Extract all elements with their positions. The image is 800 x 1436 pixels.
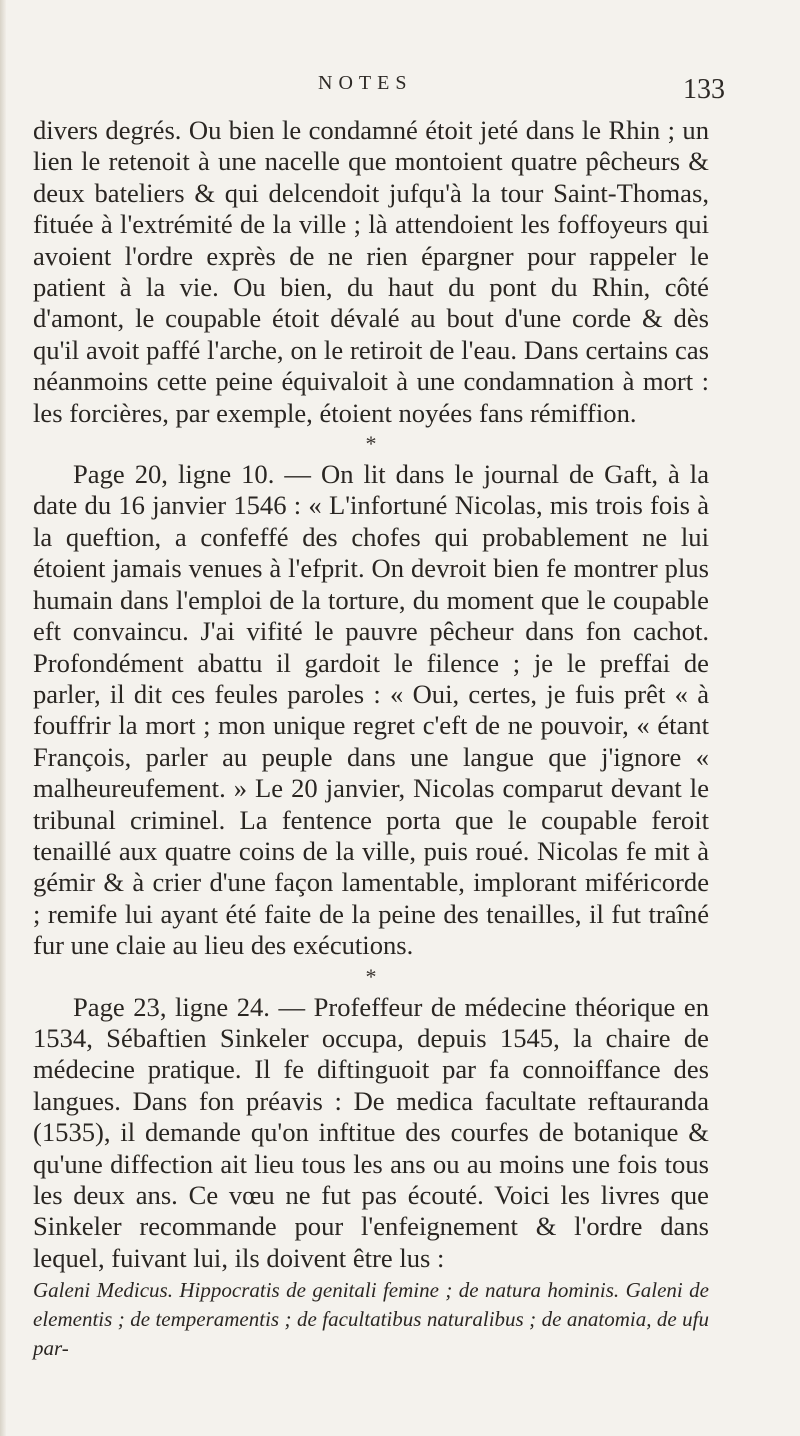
page-gutter bbox=[0, 0, 6, 1436]
latin-book-list: Galeni Medicus. Hippocratis de genitali femine ; de natura hominis. Galeni de elementis ; de temperamentis ; de facultatibus naturalibus ; de anatomia, de ufu par- bbox=[33, 1278, 709, 1361]
paragraph-continuation: divers degrés. Ou bien le condamné étoit jeté dans le Rhin ; un lien le retenoit à une nacelle que montoient quatre pêcheurs & deux bateliers & qui delcendoit jufqu'à la tour Saint-Thomas, fituée à l'extrémité de la ville ; là attendoient les foffoyeurs qui avoient l'ordre exprès de ne rien épargner pour rappeler le patient à la vie. Ou bien, du haut du pont du Rhin, côté d'amont, le coupable étoit dévalé au bout d'une corde & dès qu'il avoit paffé l'arche, on le retiroit de l'eau. Dans certains cas néanmoins cette peine équivaloit à une condamnation à mort : les forcières, par exemple, étoient noyées fans rémiffion. bbox=[33, 115, 709, 428]
running-head bbox=[0, 72, 800, 112]
page-number: 133 bbox=[683, 74, 725, 105]
separator-asterisk: * bbox=[365, 963, 377, 989]
note-page-20: Page 20, ligne 10. — On lit dans le journal de Gaft, à la date du 16 janvier 1546 : « L'infortuné Nicolas, mis trois fois à la queftion, a confeffé des chofes qui probablement ne lui étoient jamais venues à l'efprit. On devroit bien fe montrer plus humain dans l'emploi de la torture, du moment que le coupable eft convaincu. J'ai vifité le pauvre pêcheur dans fon cachot. Profondément abattu il gardoit le filence ; je le preffai de parler, il dit ces feules paroles : « Oui, certes, je fuis prêt « à fouffrir la mort ; mon unique regret c'eft de ne pouvoir, « étant François, parler au peuple dans une langue que j'ignore « malheureufement. » Le 20 janvier, Nicolas comparut devant le tribunal criminel. La fentence porta que le coupable feroit tenaillé aux quatre coins de la ville, puis roué. Nicolas fe mit à gémir & à crier d'une façon lamentable, implorant miféricorde ; remife lui ayant été faite de la peine des tenailles, il fut traîné fur une claie au lieu des exécutions. bbox=[33, 459, 709, 961]
separator-asterisk: * bbox=[365, 431, 377, 457]
body-text bbox=[33, 115, 709, 1363]
running-head-title: NOTES bbox=[318, 72, 413, 94]
note-page-23: Page 23, ligne 24. — Profeffeur de médecine théorique en 1534, Sébaftien Sinkeler occupa, depuis 1545, la chaire de médecine pratique. Il fe diftinguoit par fa connoiffance des langues. Dans fon préavis : De medica facultate reftauranda (1535), il demande qu'on inftitue des courfes de botanique & qu'une diffection ait lieu tous les ans ou au moins une fois tous les deux ans. Ce vœu ne fut pas écouté. Voici les livres que Sinkeler recommande pour l'enfeignement & l'ordre dans lequel, fuivant lui, ils doivent être lus : bbox=[33, 991, 709, 1273]
